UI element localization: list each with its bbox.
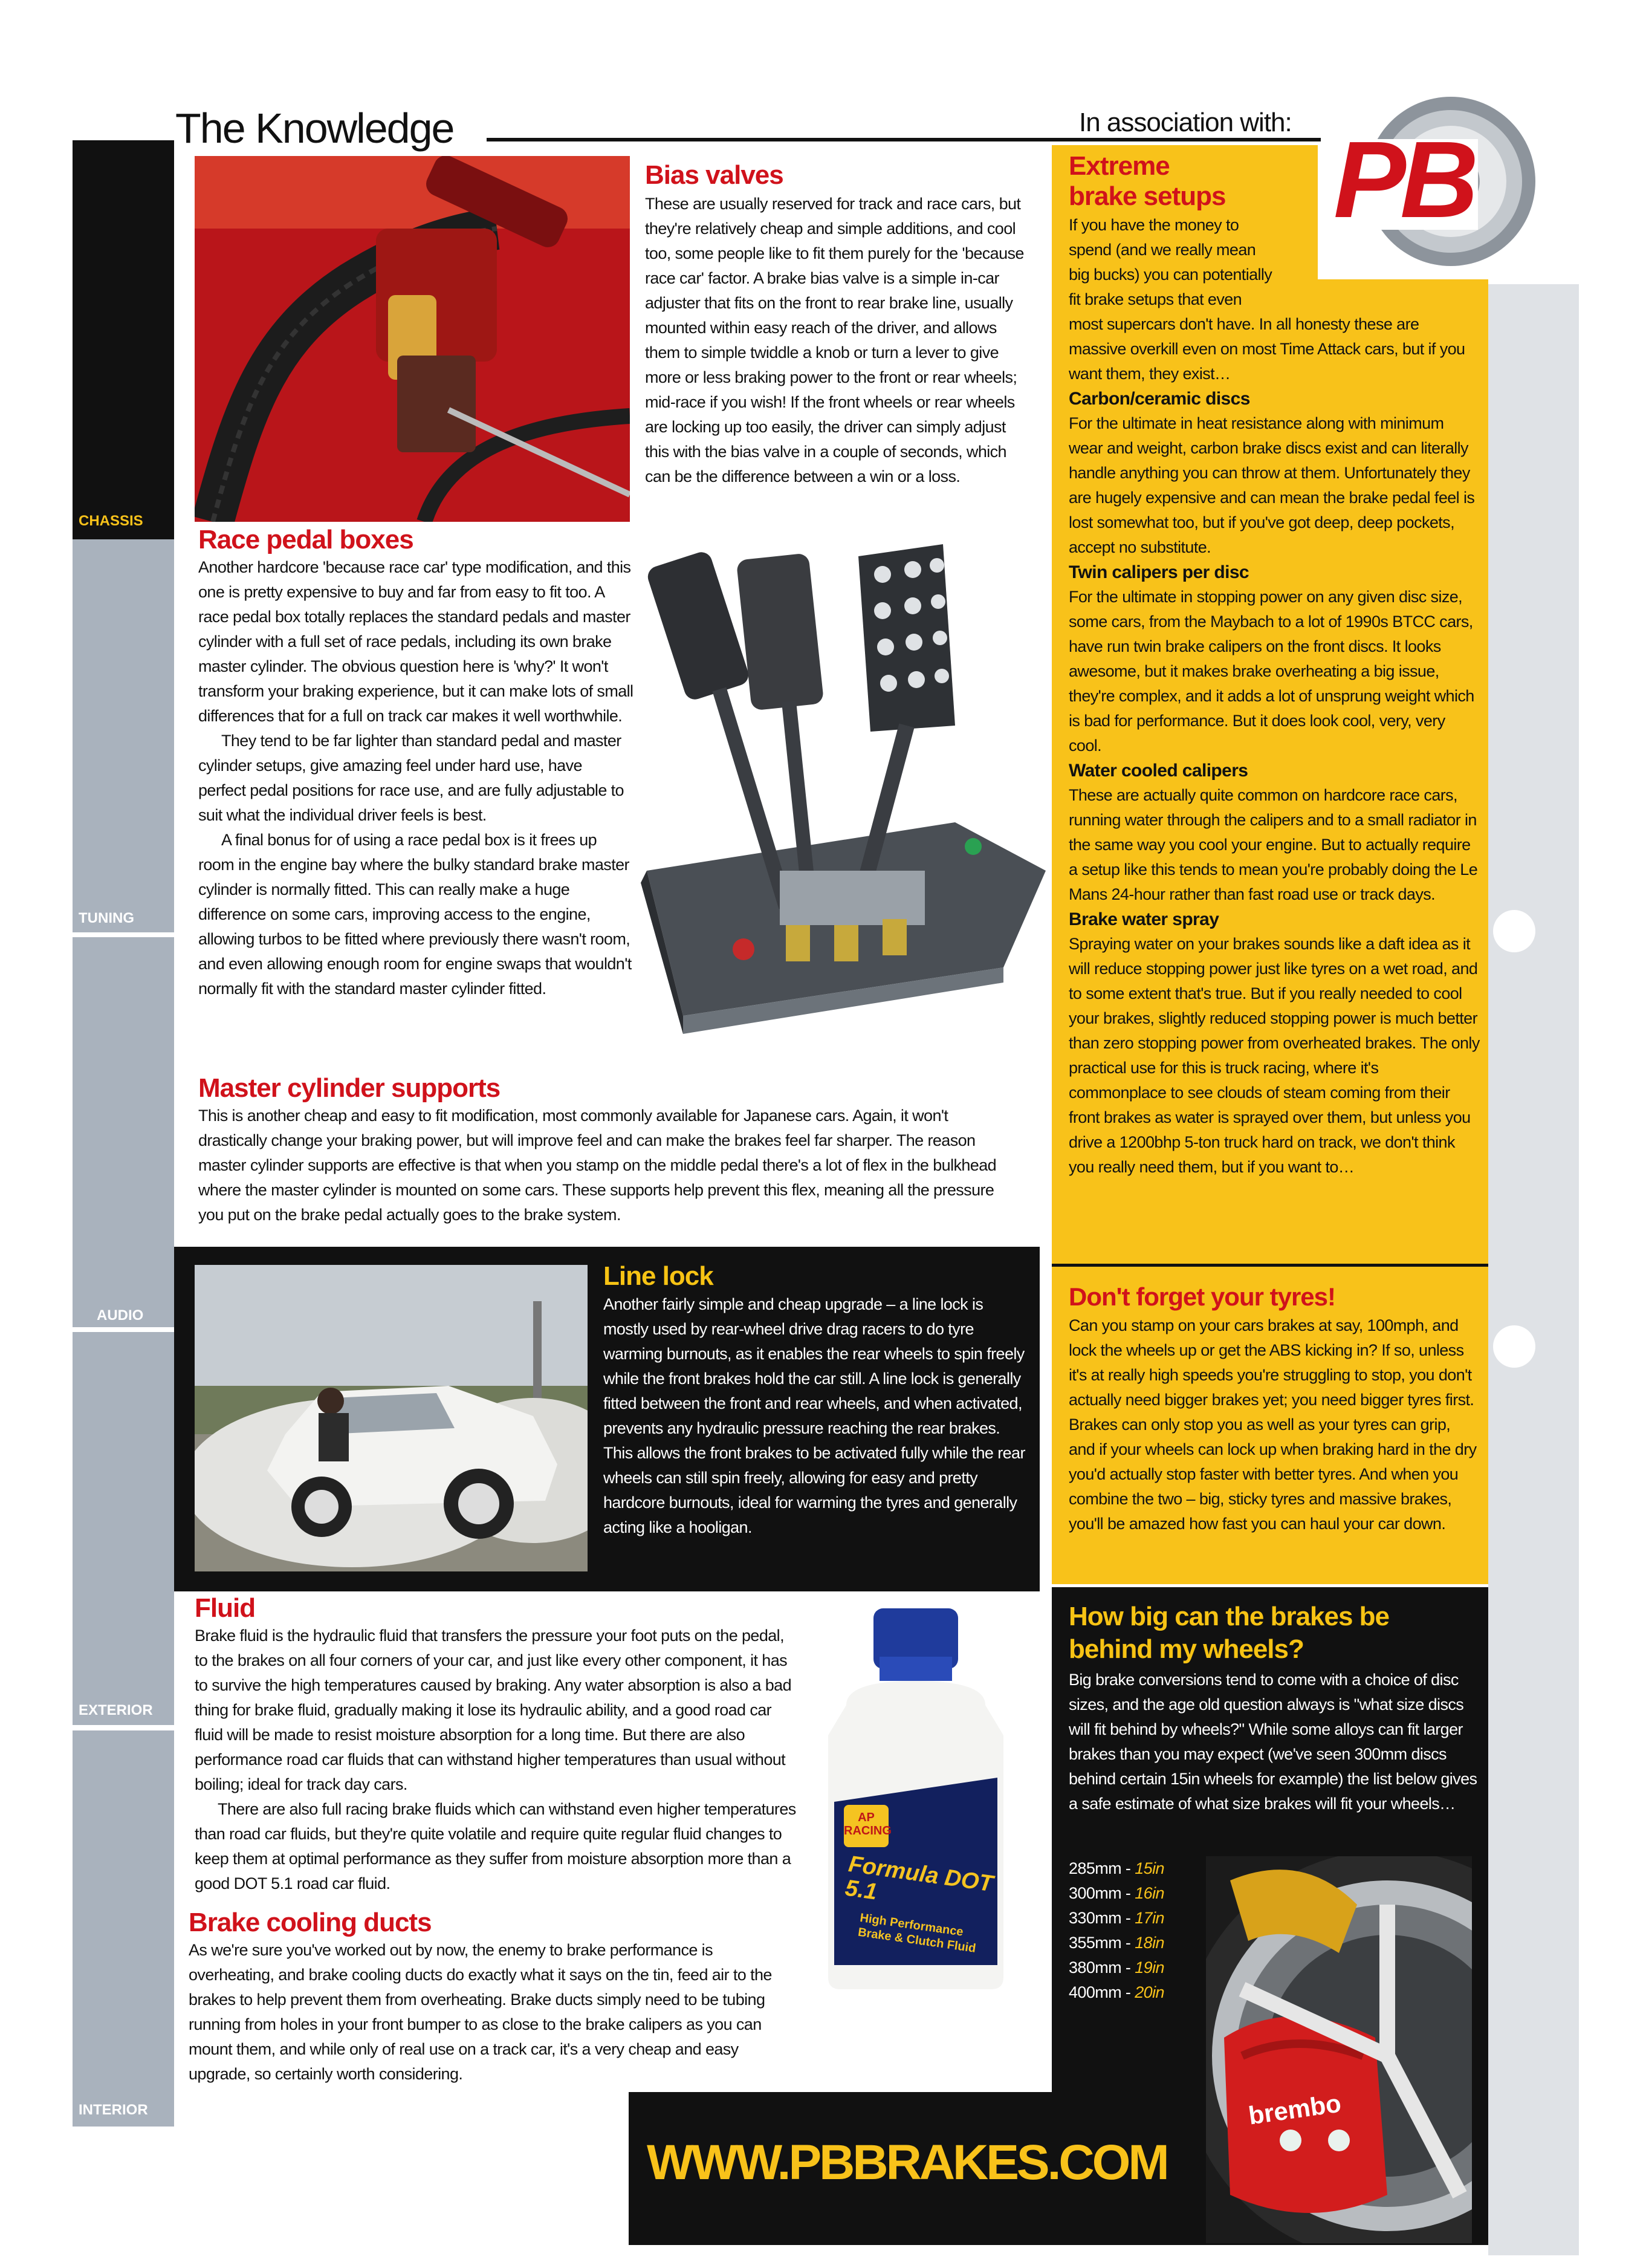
extreme-intro-line: big bucks) you can potentially bbox=[1069, 265, 1272, 284]
size-list bbox=[1069, 1856, 1190, 2005]
binder-hole bbox=[1493, 1325, 1535, 1368]
master-cylinder-heading: Master cylinder supports bbox=[198, 1073, 501, 1103]
how-big-text: Big brake conversions tend to come with a choice of disc sizes, and the age old question always is "what size discs will fit behind by wheels?" While some alloys can fit larger brakes than you may expect (we've seen 300mm discs behind certain 15in wheels for example) the list below gives a safe estimate of what size brakes will fit your wheels… bbox=[1069, 1671, 1477, 1813]
tyres-heading: Don't forget your tyres! bbox=[1069, 1282, 1336, 1311]
tab-interior[interactable]: INTERIOR bbox=[79, 2102, 148, 2118]
fluid-p2: There are also full racing brake fluids which can withstand even higher temperatures than road car fluids, but they're quite volatile and require quite regular fluid changes to keep them at optimal performance as they suffer from moisture absorption more than a good DOT 5.1 road car fluid. bbox=[195, 1800, 796, 1893]
wheel-size: 19in bbox=[1135, 1958, 1164, 1977]
bottle-description: High Performance Brake & Clutch Fluid bbox=[857, 1911, 977, 1955]
extreme-heading-1: Extreme bbox=[1069, 151, 1170, 181]
header-rule bbox=[487, 138, 1321, 141]
size-row bbox=[1069, 1955, 1190, 1980]
water-spray-text: Spraying water on your brakes sounds like a daft idea as it will reduce stopping power just like tyres on a wet road, and to some extent that's true. But if you really needed to cool your brakes, slightly reduced stopping power is much better than zero stopping power from overheated brakes. The only practical use for this is truck racing, where it's commonplace to see clouds of steam coming from their front brakes as water is sprayed over them, but unless you drive a 1200bhp 5-ton truck hard on track, we don't think you really need them, but if you want to… bbox=[1069, 935, 1480, 1176]
binder-hole bbox=[1493, 910, 1535, 952]
brake-fluid-bottle-photo bbox=[810, 1602, 1028, 1989]
carbon-discs-text: For the ultimate in heat resistance along with minimum wear and weight, carbon brake discs exist and can literally handle anything you can throw at them. Unfortunately they are hugely expensive and can mean the brake pedal feel is lost somewhat too, but if you've got deep, deep pockets, accept no substitute. bbox=[1069, 414, 1475, 556]
disc-size: 355mm - bbox=[1069, 1934, 1135, 1952]
line-lock-photo bbox=[195, 1265, 588, 1571]
tab-audio[interactable]: AUDIO bbox=[97, 1307, 144, 1324]
tyres-text: Can you stamp on your cars brakes at say, 100mph, and lock the wheels up or get the ABS kicking in? If so, unless it's at really high speeds you're struggling to stop, you don't actually need bigger brakes yet; you need bigger tyres first. Brakes can only stop you as well as your tyres can grip, and if your wheels can lock up when braking hard in the dry you'd actually stop faster with better tyres. And when you combine the two – big, sticky tyres and massive brakes, you'll be amazed how fast you can haul your car down. bbox=[1069, 1316, 1477, 1533]
extreme-intro-line: spend (and we really mean bbox=[1069, 241, 1256, 259]
disc-size: 330mm - bbox=[1069, 1909, 1135, 1927]
tab-bar-tuning bbox=[73, 539, 174, 932]
bias-valve-photo bbox=[195, 156, 630, 522]
fluid-p1: Brake fluid is the hydraulic fluid that transfers the pressure your foot puts on the pedal, to the brakes on all four corners of your car, and just like every other component, it has to survive the high temperatures caused by braking. Any water absorption is also a bad thing for brake fluid, gradually making it lose its hydraulic ability, and a good road car fluid will be made to resist moisture absorption for a long time. But there are also performance road car fluids that can withstand higher temperatures than usual without boiling; ideal for track day cars. bbox=[195, 1626, 791, 1793]
race-pedal-boxes-text bbox=[198, 555, 633, 1001]
how-big-heading-2: behind my wheels? bbox=[1069, 1634, 1304, 1664]
wheel-size: 18in bbox=[1135, 1934, 1164, 1952]
twin-calipers-title: Twin calipers per disc bbox=[1069, 562, 1249, 582]
right-margin-strip bbox=[1488, 284, 1579, 2255]
brake-cooling-text: As we're sure you've worked out by now, the enemy to brake performance is overheating, and brake cooling ducts do exactly what it says on the tin, feed air to the brakes to help prevent them from overheating. Brake ducts simply need to be tubing running from holes in your front bumper to as close to the brake calipers as you can mount them, and while only of real use on a track car, it's a very cheap and easy upgrade, so certainly worth considering. bbox=[189, 1941, 772, 2083]
bottle-brand-badge: AP RACING bbox=[844, 1805, 889, 1847]
extreme-heading-2: brake setups bbox=[1069, 181, 1226, 211]
wheel-size: 20in bbox=[1135, 1983, 1164, 2001]
line-lock-heading: Line lock bbox=[603, 1261, 713, 1291]
pedal-box-photo bbox=[629, 532, 1046, 1034]
race-pedal-boxes-heading: Race pedal boxes bbox=[198, 525, 413, 554]
how-big-heading-1: How big can the brakes be bbox=[1069, 1602, 1390, 1631]
tab-bar-audio bbox=[73, 937, 174, 1327]
extreme-intro bbox=[1069, 213, 1480, 1180]
master-cylinder-text: This is another cheap and easy to fit modification, most commonly available for Japanese cars. Again, it won't drastically change your braking power, but will improve feel and can make the brakes feel far sharper. The reason master cylinder supports are effective is that when you stamp on the middle pedal there's a lot of flex in the bulkhead where the master cylinder is mounted on some cars. These supports help prevent this flex, meaning all the pressure you put on the brake pedal actually goes to the brake system. bbox=[198, 1106, 997, 1224]
footer-url[interactable]: WWW.PBBRAKES.COM bbox=[647, 2135, 1167, 2190]
race-pedal-p3: A final bonus for of using a race pedal box is it frees up room in the engine bay where the bulky standard brake master cylinder is normally fitted. This can really make a huge difference on some cars, improving access to the engine, allowing turbos to be fitted where previously there wasn't room, and even allowing enough room for engine swaps that wouldn't normally fit with the standard master cylinder fitted. bbox=[198, 831, 632, 998]
tab-bar-exterior bbox=[73, 1332, 174, 1725]
tab-tuning[interactable]: TUNING bbox=[79, 910, 134, 926]
bias-valves-heading: Bias valves bbox=[645, 160, 783, 190]
left-black-strip bbox=[73, 140, 174, 539]
water-cooled-title: Water cooled calipers bbox=[1069, 761, 1248, 781]
caliper-brand-text: brembo bbox=[1246, 2088, 1343, 2130]
wheel-size: 16in bbox=[1135, 1884, 1164, 1902]
fluid-heading: Fluid bbox=[195, 1593, 256, 1623]
size-row bbox=[1069, 1881, 1190, 1906]
size-row bbox=[1069, 1906, 1190, 1931]
size-row bbox=[1069, 1856, 1190, 1881]
line-lock-text: Another fairly simple and cheap upgrade – a line lock is mostly used by rear-wheel drive drag racers to do tyre warming burnouts, as it enables the rear wheels to spin freely while the front brakes hold the car still. A line lock is generally fitted between the front and rear wheels, and when activated, prevents any hydraulic pressure reaching the rear brakes. This allows the front brakes to be activated fully while the rear wheels can still spin freely, allowing for easy and pretty hardcore burnouts, ideal for warming the tyres and generally acting like a hooligan. bbox=[603, 1295, 1025, 1536]
bias-valves-text: These are usually reserved for track and race cars, but they're relatively cheap and simple additions, and cool too, some people like to fit them purely for the 'because race car' factor. A brake bias valve is a simple in-car adjuster that fits on the front to rear brake line, usually mounted within easy reach of the driver, and allows them to simple twiddle a knob or turn a lever to give more or less braking power to the front or rear wheels; mid-race if you wish! If the front wheels or rear wheels are locking up too easily, the driver can simply adjust this with the bias valve in a couple of seconds, which can be the difference between a win or a loss. bbox=[645, 195, 1024, 486]
race-pedal-p1: Another hardcore 'because race car' type modification, and this one is pretty expensive to buy and far from easy to fit too. A race pedal box totally replaces the standard pedals and master cylinder with a full set of race pedals, including its own brake master cylinder. The obvious question here is 'why?' It won't transform your braking experience, but it can make lots of small differences that for a full on track car makes it well worthwhile. bbox=[198, 558, 633, 725]
disc-size: 400mm - bbox=[1069, 1983, 1135, 2001]
water-cooled-text: These are actually quite common on hardcore race cars, running water through the calipers and to a small radiator in the same way you cool your engine. But to actually require a setup like this tends to mean you're probably doing the Le Mans 24-hour rather than fast road use or track days. bbox=[1069, 786, 1478, 903]
wheel-size: 15in bbox=[1135, 1859, 1164, 1877]
carbon-discs-title: Carbon/ceramic discs bbox=[1069, 389, 1250, 409]
brembo-caliper-photo bbox=[1206, 1856, 1472, 2243]
brake-cooling-heading: Brake cooling ducts bbox=[189, 1908, 432, 1937]
tab-exterior[interactable]: EXTERIOR bbox=[79, 1702, 153, 1718]
extreme-intro-line: fit brake setups that even bbox=[1069, 290, 1242, 308]
disc-size: 285mm - bbox=[1069, 1859, 1135, 1877]
fluid-text bbox=[195, 1623, 799, 1896]
page-title: The Knowledge bbox=[175, 105, 454, 152]
tab-chassis[interactable]: CHASSIS bbox=[79, 513, 143, 529]
size-row bbox=[1069, 1931, 1190, 1955]
size-row bbox=[1069, 1980, 1190, 2005]
disc-size: 300mm - bbox=[1069, 1884, 1135, 1902]
race-pedal-p2: They tend to be far lighter than standard pedal and master cylinder setups, give amazing feel under hard use, have perfect pedal positions for race use, and are fully adjustable to suit what the individual driver feels is best. bbox=[198, 732, 624, 824]
water-spray-title: Brake water spray bbox=[1069, 909, 1219, 929]
wheel-size: 17in bbox=[1135, 1909, 1164, 1927]
association-label: In association with: bbox=[1079, 108, 1292, 137]
bottle-product-name: Formula DOT 5.1 bbox=[843, 1851, 995, 1905]
extreme-intro-rest: most supercars don't have. In all honesty these are massive overkill even on most Time Attack cars, but if you want them, they exist… bbox=[1069, 315, 1465, 383]
twin-calipers-text: For the ultimate in stopping power on any given disc size, some cars, from the Maybach to a lot of 1990s BTCC cars, have run twin brake calipers on the front discs. It looks awesome, but it makes brake overheating a big issue, they're complex, and it adds a lot of unsprung weight which is bad for performance. But it does look cool, very, very cool. bbox=[1069, 588, 1474, 755]
tab-bar-interior bbox=[73, 1730, 174, 2127]
pb-logo-text: PB bbox=[1333, 119, 1473, 241]
disc-size: 380mm - bbox=[1069, 1958, 1135, 1977]
extreme-intro-line: If you have the money to bbox=[1069, 216, 1239, 234]
